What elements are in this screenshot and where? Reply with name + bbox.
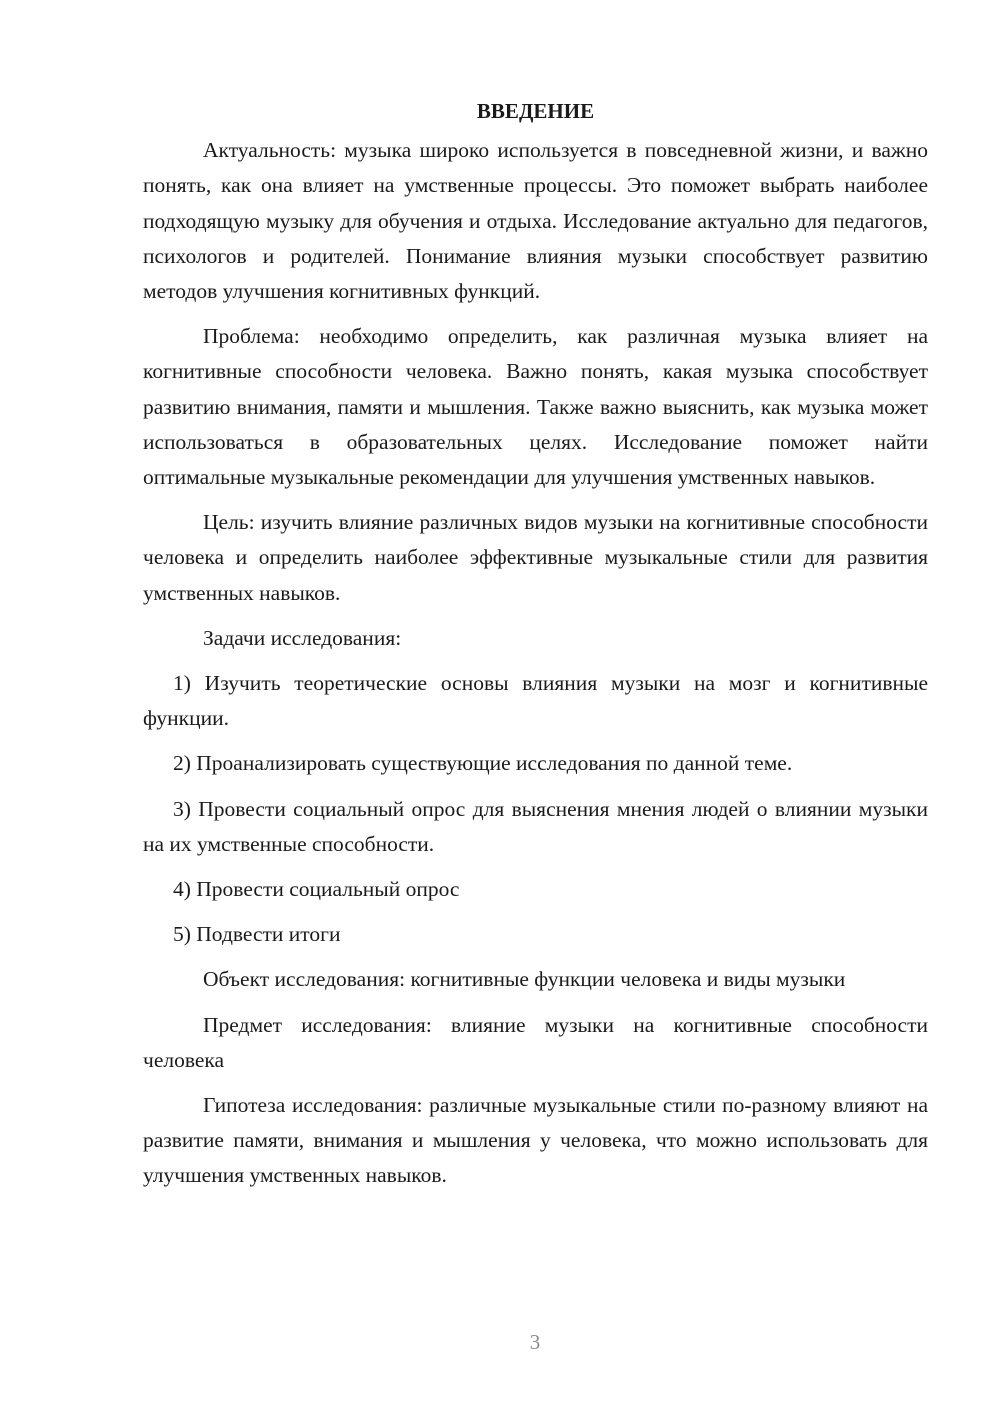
goal-paragraph: Цель: изучить влияние различных видов музыки на когнитивные способности человека и определить наиболее эффективные музыкальные стили для развития умственных навыков.: [143, 510, 928, 605]
section-title: ВВЕДЕНИЕ: [476, 99, 595, 123]
page-number: 3: [529, 1330, 541, 1354]
task-item-4: 4) Провести социальный опрос: [173, 877, 460, 902]
tasks-heading: Задачи исследования:: [203, 625, 402, 650]
task-item-1: 1) Изучить теоретические основы влияния музыки на мозг и когнитивные функции.: [143, 671, 928, 731]
document-body: [143, 94, 928, 1204]
relevance-paragraph: Актуальность: музыка широко используется в повседневной жизни, и важно понять, как она влияет на умственные процессы. Это поможет выбрать наиболее подходящую музыку для обучения и отдыха. Исследование актуально для педагогов, психологов и родителей. Понимание влияния музыки способствует развитию методов улучшения когнитивных функций.: [143, 138, 928, 304]
research-subject-paragraph: Предмет исследования: влияние музыки на когнитивные способности человека: [143, 1012, 928, 1072]
problem-paragraph: Проблема: необходимо определить, как различная музыка влияет на когнитивные способности человека. Важно понять, какая музыка способствует развитию внимания, памяти и мышления. Также важно выяснить, как музыка может использоваться в образовательных целях. Исследование поможет найти оптимальные музыкальные рекомендации для улучшения умственных навыков.: [143, 324, 928, 490]
task-item-2: 2) Проанализировать существующие исследования по данной теме.: [173, 751, 793, 776]
research-object-paragraph: Объект исследования: когнитивные функции человека и виды музыки: [203, 967, 846, 992]
task-item-3: 3) Провести социальный опрос для выяснения мнения людей о влиянии музыки на их умственные способности.: [143, 796, 928, 856]
hypothesis-paragraph: Гипотеза исследования: различные музыкальные стили по-разному влияют на развитие памяти, внимания и мышления у человека, что можно использовать для улучшения умственных навыков.: [143, 1093, 928, 1188]
task-item-5: 5) Подвести итоги: [173, 922, 341, 947]
